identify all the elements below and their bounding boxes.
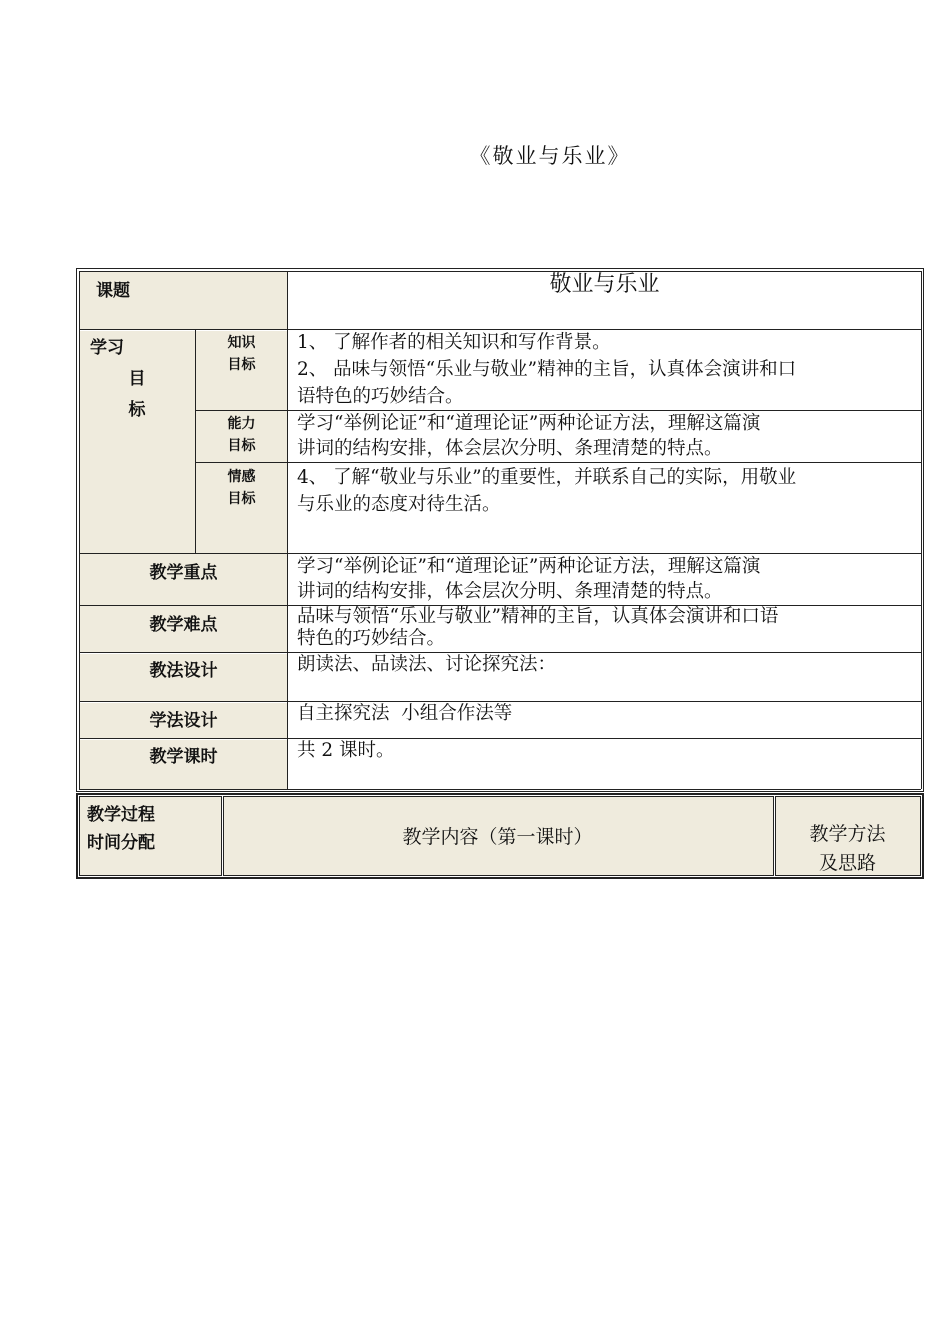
row-line-3 bbox=[195, 462, 921, 463]
process-col1-line2: 时间分配 bbox=[87, 833, 155, 853]
teaching-method-value: 朗读法、品读法、讨论探究法： bbox=[297, 654, 557, 675]
goals-label-line3: 标 bbox=[128, 400, 146, 420]
difficulties-line1: 品味与领悟“乐业与敬业”精神的主旨，认真体会演讲和口语 bbox=[297, 606, 779, 627]
goals-label bbox=[80, 333, 194, 426]
class-hours-label: 教学课时 bbox=[149, 747, 218, 767]
process-col3-line2: 及思路 bbox=[818, 852, 876, 874]
learning-method-label: 学法设计 bbox=[149, 711, 218, 731]
knowledge-goal-line2: 2、 品味与领悟“乐业与敬业”精神的主旨，认真体会演讲和口 bbox=[297, 359, 797, 380]
process-col3-line1: 教学方法 bbox=[809, 823, 886, 845]
learning-method-value: 自主探究法 小组合作法等 bbox=[297, 703, 513, 724]
ability-goal-label bbox=[196, 413, 287, 457]
process-col3-header bbox=[774, 820, 921, 878]
difficulties-text bbox=[297, 606, 778, 650]
table-inner-bottom bbox=[79, 789, 921, 790]
teaching-method-label: 教法设计 bbox=[149, 661, 218, 681]
emotion-goal-line2: 与乐业的态度对待生活。 bbox=[297, 494, 501, 515]
process-col1-header bbox=[87, 801, 155, 857]
ability-goal-text bbox=[297, 411, 760, 461]
knowledge-goal-label-line1: 知识 bbox=[227, 335, 256, 351]
knowledge-goal-line3: 语特色的巧妙结合。 bbox=[297, 386, 464, 407]
knowledge-goal-line1: 1、 了解作者的相关知识和写作背景。 bbox=[297, 332, 611, 353]
ability-goal-line1: 学习“举例论证”和“道理论证”两种论证方法，理解这篇演 bbox=[297, 413, 761, 434]
difficulties-label: 教学难点 bbox=[149, 615, 218, 635]
key-points-label: 教学重点 bbox=[149, 563, 218, 583]
emotion-goal-label-line1: 情感 bbox=[227, 469, 256, 485]
ability-goal-label-line2: 目标 bbox=[227, 438, 256, 454]
key-points-line1: 学习“举例论证”和“道理论证”两种论证方法，理解这篇演 bbox=[297, 556, 761, 577]
key-points-line2: 讲词的结构安排，体会层次分明、条理清楚的特点。 bbox=[297, 581, 723, 602]
difficulties-line2: 特色的巧妙结合。 bbox=[297, 628, 446, 649]
row-line-8 bbox=[79, 738, 921, 739]
goals-label-line2: 目 bbox=[128, 369, 146, 389]
ability-goal-line2: 讲词的结构安排，体会层次分明、条理清楚的特点。 bbox=[297, 438, 723, 459]
process-col2-header: 教学内容（第一课时） bbox=[402, 826, 593, 848]
emotion-goal-line1: 4、 了解“敬业与乐业”的重要性，并联系自己的实际，用敬业 bbox=[297, 467, 797, 488]
key-points-text bbox=[297, 554, 760, 604]
topic-value: 敬业与乐业 bbox=[549, 272, 660, 297]
process-col1-line1: 教学过程 bbox=[87, 805, 155, 825]
emotion-goal-label bbox=[196, 466, 287, 510]
knowledge-goal-text bbox=[297, 329, 796, 410]
emotion-goal-text bbox=[297, 464, 796, 518]
knowledge-goal-label-line2: 目标 bbox=[227, 357, 256, 373]
document-title: 《敬业与乐业》 bbox=[469, 144, 631, 168]
topic-label: 课题 bbox=[96, 281, 130, 301]
label-divider bbox=[287, 271, 288, 789]
goals-label-line1: 学习 bbox=[90, 338, 124, 358]
emotion-goal-label-line2: 目标 bbox=[227, 491, 256, 507]
table-inner-right bbox=[921, 271, 922, 789]
knowledge-goal-label bbox=[196, 332, 287, 376]
class-hours-value: 共 2 课时。 bbox=[297, 740, 395, 761]
ability-goal-label-line1: 能力 bbox=[227, 416, 256, 432]
